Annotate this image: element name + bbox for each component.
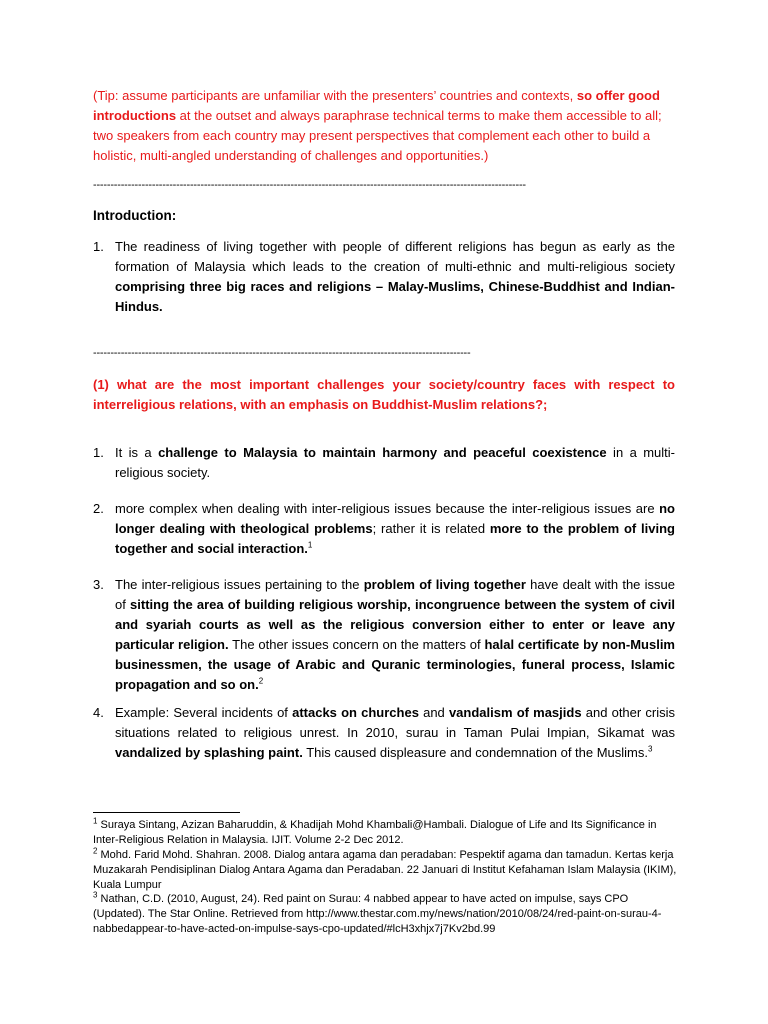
item-text: The readiness of living together with people of different religions has begun as early as the formation of Malaysia which leads to the creation of multi-ethnic and multi-religious society	[115, 239, 675, 274]
list-item	[93, 499, 675, 559]
question-heading: (1) what are the most important challenges your society/country faces with respect to interreligious relations, with an emphasis on Buddhist-Muslim relations?;	[93, 377, 675, 412]
item-text: and other crisis situations related to religious unrest. In 2010, surau in Taman Pulai Impian, Sikamat was	[115, 705, 675, 740]
footnote	[93, 892, 683, 937]
footnote-ref: 2	[258, 676, 264, 686]
footnote-mark: 2	[93, 846, 98, 856]
tip-text: (Tip: assume participants are unfamiliar with the presenters’ countries and contexts,	[93, 88, 577, 103]
item-text: in a multi-religious society.	[115, 445, 675, 480]
item-bold-text: sitting the area of building religious worship, incongruence between the system of civil and syariah courts as well as the religious conversion either to enter or leave any particular religion.	[115, 597, 675, 652]
footnote-mark: 1	[93, 816, 98, 826]
footnote	[93, 848, 683, 893]
footnote-text: Nathan, C.D. (2010, August, 24). Red paint on Surau: 4 nabbed appear to have acted on impulse, says CPO (Updated). The Star Online. Retrieved from http://www.thestar.com.my/news/nation/2010/08/24/red-paint-on-surau-4-nabbedappear-to-have-acted-on-impulse-says-cpo-updated/#lcH3xhjx7j7Kv2bd.99	[93, 893, 662, 935]
item-text: The other issues concern on the matters of	[228, 637, 485, 652]
item-number: 4.	[93, 705, 104, 720]
introduction-heading: Introduction:	[93, 208, 177, 223]
item-bold-text: vandalized by splashing paint.	[115, 745, 303, 760]
list-item	[93, 575, 675, 695]
footnote	[93, 818, 683, 848]
tip-bold-text: so offer good introductions	[93, 88, 660, 123]
separator-line: -----------------------------------------------------------------------------------------------------------------------------	[93, 179, 526, 191]
item-number: 3.	[93, 577, 104, 592]
item-bold-text: more to the problem of living together and social interaction.	[115, 521, 675, 556]
item-number: 1.	[93, 445, 104, 460]
item-text: have dealt with the issue of	[115, 577, 675, 612]
footnote-text: Suraya Sintang, Azizan Baharuddin, & Khadijah Mohd Khambali@Hambali. Dialogue of Life and Its Significance in Inter-Religious Relation in Malaysia. IJIT. Volume 2-2 Dec 2012.	[93, 819, 657, 846]
separator-line: -------------------------------------------------------------------------------------------------------------	[93, 347, 471, 359]
list-item	[93, 703, 675, 763]
footnote-ref: 3	[648, 744, 653, 754]
item-bold-text: comprising three big races and religions – Malay-Muslims, Chinese-Buddhist and Indian-Hindus.	[115, 279, 675, 314]
item-bold-text: no longer dealing with theological problems	[115, 501, 675, 536]
item-bold-text: challenge to Malaysia to maintain harmony and peaceful coexistence	[158, 445, 607, 460]
item-text: The inter-religious issues pertaining to the	[115, 577, 364, 592]
item-bold-text: halal certificate by non-Muslim businessmen, the usage of Arabic and Quranic terminologies, funeral process, Islamic propagation and so on.	[115, 637, 675, 692]
tip-text-cont: at the outset and always paraphrase technical terms to make them accessible to all; two speakers from each country may present perspectives that complement each other to build a holistic, multi-angled understanding of challenges and opportunities.)	[93, 108, 662, 163]
list-item	[93, 443, 675, 483]
item-bold-text: attacks on churches	[292, 705, 419, 720]
footnote-ref: 1	[307, 540, 313, 550]
item-number: 2.	[93, 501, 104, 516]
footnote-mark: 3	[93, 890, 98, 900]
item-text: more complex when dealing with inter-religious issues because the inter-religious issues are	[115, 501, 660, 516]
introduction-item	[93, 237, 675, 317]
item-text: ; rather it is related	[372, 521, 490, 536]
item-bold-text: problem of living together	[363, 577, 526, 592]
footnote-text: Mohd. Farid Mohd. Shahran. 2008. Dialog antara agama dan peradaban: Pespektif agama dan tamadun. Kertas kerja Muzakarah Pendisiplinan Dialog Antara Agama dan Peradaban. 22 Januari di Institut Kefahaman Islam Malaysia (IKIM), Kuala Lumpur	[93, 849, 677, 891]
item-text: It is a	[115, 445, 159, 460]
item-text: Example: Several incidents of	[115, 705, 293, 720]
footnote-divider	[93, 812, 240, 813]
item-bold-text: vandalism of masjids	[448, 705, 582, 720]
item-number: 1.	[93, 239, 104, 254]
tip-paragraph	[93, 86, 675, 166]
item-text: This caused displeasure and condemnation of the Muslims.	[302, 745, 649, 760]
item-text: and	[418, 705, 449, 720]
